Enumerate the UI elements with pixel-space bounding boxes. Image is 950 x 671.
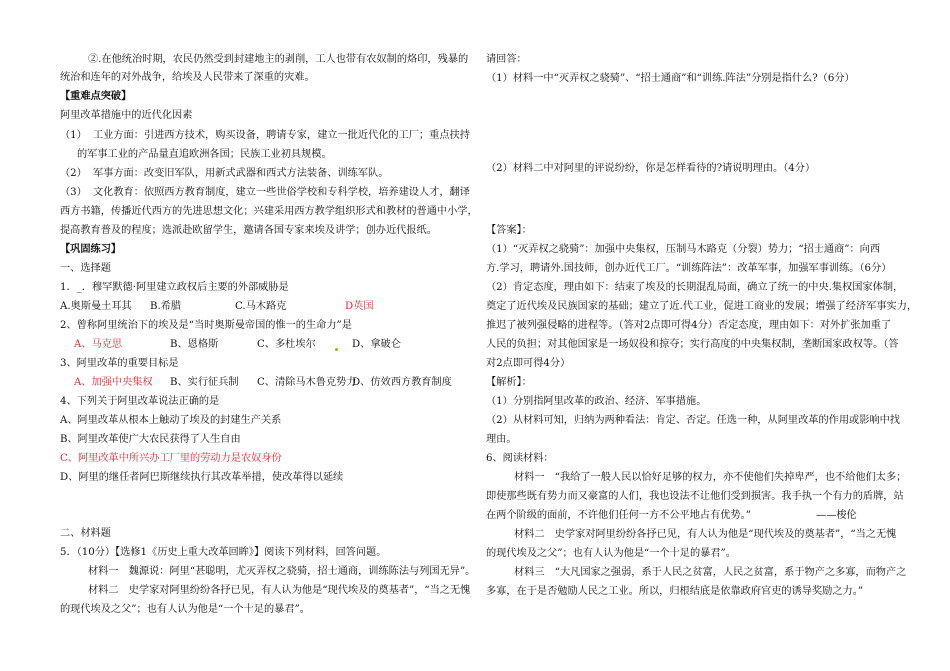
option-answer: A、马克思 xyxy=(74,339,123,350)
answer-text: 对2点即可得4分） xyxy=(486,358,571,369)
material-text: 多寡，在于是否勉励人民之工业。所以，归根结底是依靠政府官吏的诱导奖励之力。” xyxy=(486,586,864,597)
analysis-heading: 【解析】： xyxy=(486,377,532,388)
item-text: 军事方面：改变旧军队，用新式武器和西式方法装备、训练军队。 xyxy=(93,168,389,179)
option: C、清除马木鲁克势力 xyxy=(257,377,357,388)
material-text: 材料二 史学家对阿里纷纷各抒已见，有人认为他是“现代埃及的奠基者”，“当之无愧 xyxy=(88,585,471,596)
option: A、阿里改革从根本上触动了埃及的封建生产关系 xyxy=(60,415,282,426)
section-title: 二、材料题 xyxy=(60,528,111,539)
item-text: 工业方面：引进西方技术，购买设备，聘请专家，建立一批近代化的工厂；重点扶持 xyxy=(93,130,470,141)
material-text: 的现代埃及之父”；也有人认为他是“一个十足的暴君”。 xyxy=(486,548,736,559)
item-number: （3） xyxy=(60,187,87,198)
item-number: （2） xyxy=(60,168,87,179)
material-text: 即使那些既有势力而又豪富的人们，我也设法不让他们受到损害。我手执一个有力的盾牌，站 xyxy=(486,491,904,502)
option-answer: D英国 xyxy=(345,301,374,312)
answer-text: 奠定了近代埃及民族国家的基础；建立了近.代工业，促进工商业的发展；增强了经济军事实力， xyxy=(486,301,918,312)
option: C、多杜埃尔 xyxy=(257,339,316,350)
item-number: （1） xyxy=(60,130,87,141)
item-text: 提高教育普及的程度；选派赴欧留学生，邀请各国专家来埃及讲学；创办近代报纸。 xyxy=(60,225,437,236)
option: B、实行征兵制 xyxy=(170,377,239,388)
option-row xyxy=(60,338,460,351)
material-source: ——梭伦 xyxy=(816,510,857,521)
ask-label: 请回答： xyxy=(486,54,527,65)
answer-heading: 【答案】： xyxy=(486,225,532,236)
question: （1）材料一中“灭弄权之骁骑”、“招士通商”和“训练.阵法”分别是指什么?（6分） xyxy=(486,73,855,84)
option: D、阿里的继任者阿巴斯继续执行其改革举措，使改革得以延续 xyxy=(60,472,344,483)
item-text: 的军事工业的产品量直追欧洲各国；民族工业初具规模。 xyxy=(77,149,332,160)
key-points-subtitle: 阿里改革措施中的近代化因素 xyxy=(60,110,193,121)
material-text: 材料二 史学家对阿里纷纷各抒已见，有人认为他是“现代埃及的奠基者”，“当之无愧 xyxy=(514,529,897,540)
option-answer: A、加强中央集权 xyxy=(74,377,153,388)
item-text: 西方书籍，传播近代西方的先进思想文化；兴建采用西方教学组织形式和教材的普通中小学， xyxy=(60,206,478,217)
material-text: 材料三 “大凡国家之强弱，系于人民之贫富，人民之贫富，系于物产之多寡，而物产之 xyxy=(514,567,907,578)
question: （2）材料二中对阿里的评说纷纷，你是怎样看待的?请说明理由。（4分） xyxy=(486,163,816,174)
option-answer: C、阿里改革中所兴办工厂里的劳动力是农奴身份 xyxy=(60,453,282,464)
option: D、仿效西方教育制度 xyxy=(352,377,452,388)
option-row xyxy=(60,376,460,389)
analysis-text: （1）分别指阿里改革的政治、经济、军事措施。 xyxy=(486,396,707,407)
analysis-text: （2）从材料可知，归纳为两种看法：肯定、否定。任选一种，从阿里改革的作用或影响中找 xyxy=(486,415,900,426)
answer-text: 人民的负担；对其他国家是一场奴役和掠夺；实行高度的中央集权制，垄断国家政权等。（答 xyxy=(486,339,899,350)
question: 4、下列关于阿里改革说法正确的是 xyxy=(60,396,220,407)
question: 5．（10分）【选修1《历史上重大改革回眸》】阅读下列材料，回答问题。 xyxy=(60,547,387,558)
intro-line: 统治和连年的对外战争，给埃及人民带来了深重的灾难。 xyxy=(60,72,315,83)
answer-text: （2）肯定态度，理由如下：结束了埃及的长期混乱局面，确立了统一的中央.集权国家体制， xyxy=(486,282,904,293)
question: 6、阅读材料： xyxy=(486,453,554,464)
dot-mark xyxy=(335,343,338,356)
option-row xyxy=(60,300,460,313)
material-text: 材料一 “我给了一般人民以恰好足够的权力，亦不使他们失掉卑严，也不给他们太多； xyxy=(514,472,907,483)
analysis-text: 理由。 xyxy=(486,434,517,445)
answer-text: 推迟了被列强侵略的进程等。（答对2点即可得4分）否定态度，理由如下：对外扩张加重了 xyxy=(486,320,892,331)
answer-text: 方.学习，聘请外.国技师，创办近代工厂。“训练阵法”：改革军事，加强军事训练。（6分） xyxy=(486,263,892,274)
material-text: 材料一 魏源说：阿里“甚聪明，尤灭弄权之骁骑，招士通商，训练陈法与列国无异”。 xyxy=(88,566,476,577)
question: 1．_．穆罕默德·阿里建立政权后主要的外部威胁是 xyxy=(60,282,289,293)
question: 3、阿里改革的重要目标是 xyxy=(60,358,179,369)
option: B、恩格斯 xyxy=(170,339,219,350)
option: C.马木路克 xyxy=(235,301,287,312)
item-text: 文化教育：依照西方教育制度，建立一些世俗学校和专科学校，培养建设人才，翻译 xyxy=(93,187,470,198)
option: A.奥斯曼土耳其 xyxy=(60,301,132,312)
practice-heading: 【巩固练习】 xyxy=(60,243,122,255)
material-text: 在两个阶级的面前，不许他们任何一方不公平地占有优势。” xyxy=(486,510,751,521)
key-points-heading: 【重难点突破】 xyxy=(60,90,132,102)
answer-text: （1）“灭弄权之骁骑”：加强中央集权，压制马木路克（分裂）势力；“招士通商”：向西 xyxy=(486,244,881,255)
material-text: 的现代埃及之父”；也有人认为他是“一个十足的暴君”。 xyxy=(60,604,310,615)
intro-line: ②.在他统治时期，农民仍然受到封建地主的剥削，工人也带有农奴制的烙印，残暴的 xyxy=(88,54,469,65)
option: B、阿里改革使广大农民获得了人生自由 xyxy=(60,434,241,445)
question: 2、曾称阿里统治下的埃及是“当时奥斯曼帝国的惟一的生命力”是 xyxy=(60,320,352,331)
section-title: 一、选择题 xyxy=(60,263,111,274)
option: B.希腊 xyxy=(150,301,182,312)
option: D、拿破仑 xyxy=(352,339,401,350)
